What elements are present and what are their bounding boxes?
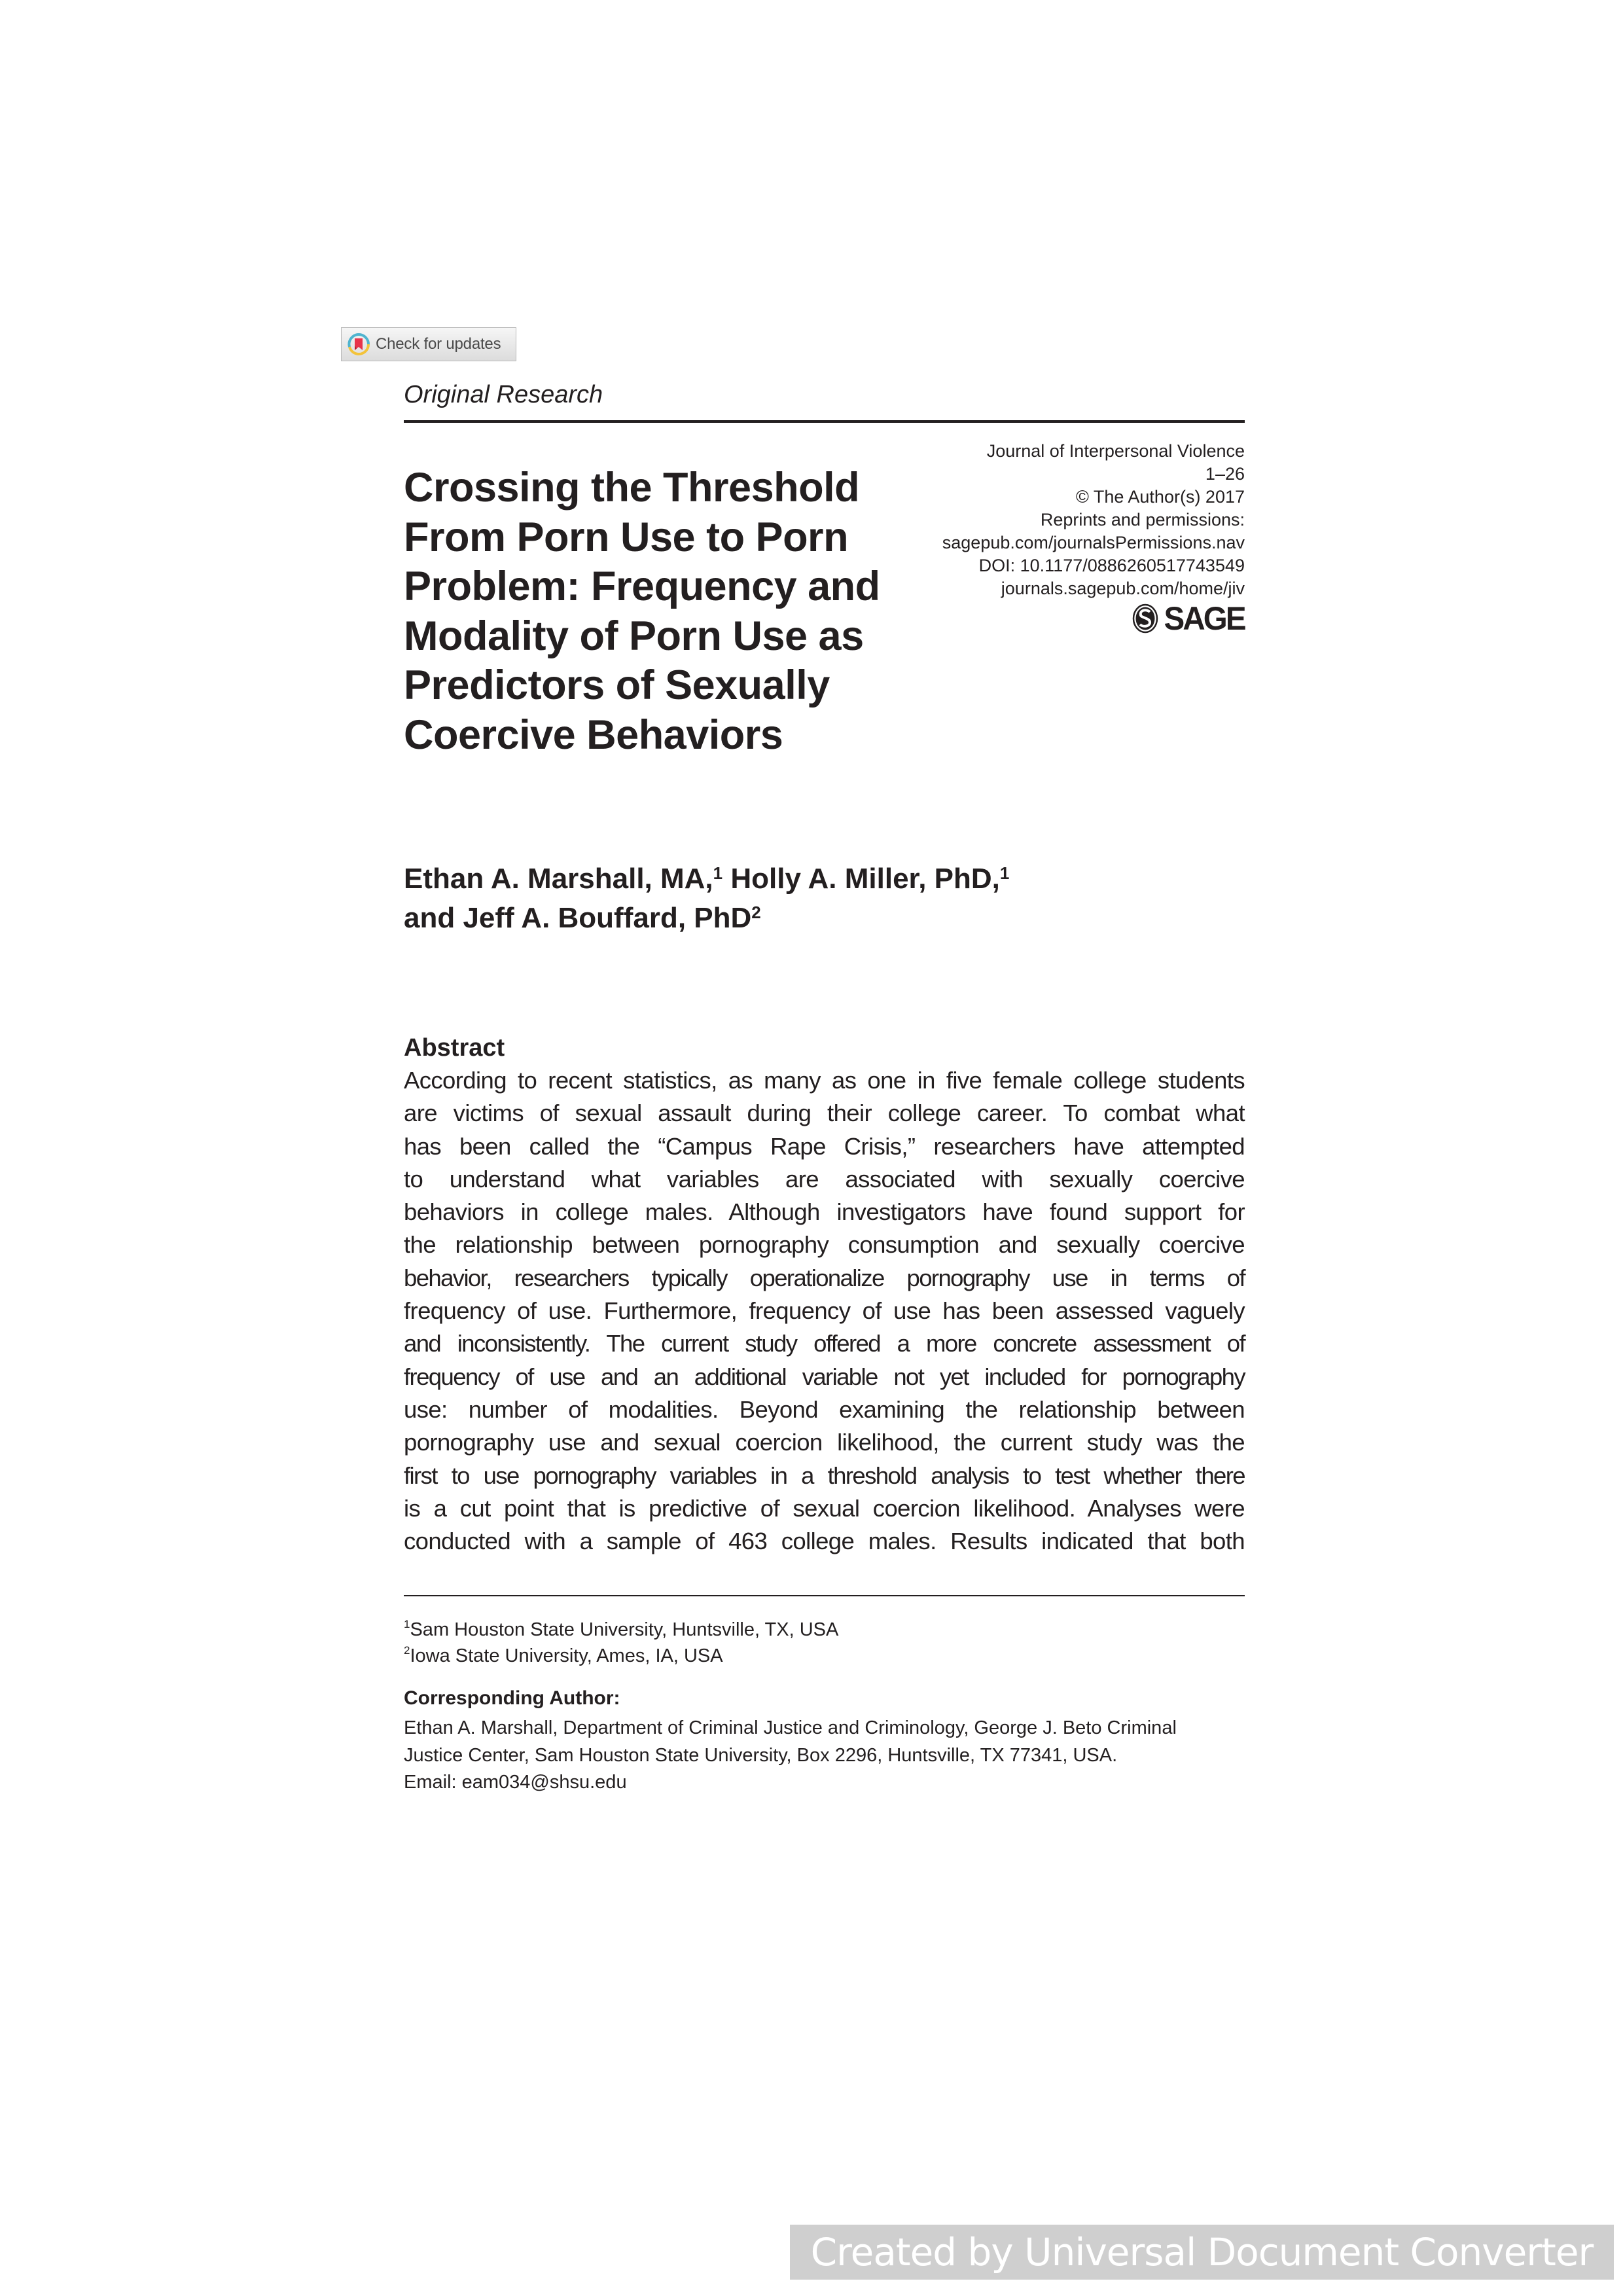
corresponding-author-line: Justice Center, Sam Houston State University, Box 2296, Huntsville, TX 77341, USA. [404,1744,1118,1766]
abstract-line: behaviors in college males. Although investigators have found support for [404,1198,1245,1226]
abstract-heading: Abstract [404,1034,505,1062]
title-line: From Porn Use to Porn [404,514,849,560]
title-line: Coercive Behaviors [404,711,783,758]
author-list [404,859,1009,938]
abstract-line: behavior, researchers typically operationalize pornography use in terms of [404,1264,1245,1291]
author-name: Ethan A. Marshall, MA, [404,863,713,895]
affiliation-item [404,1617,838,1643]
sage-s-circle-icon [1132,603,1158,634]
abstract-line: frequency of use. Furthermore, frequency of use has been assessed vaguely [404,1297,1245,1325]
abstract-line: use: number of modalities. Beyond examining the relationship between [404,1395,1245,1423]
title-line: Crossing the Threshold [404,465,860,511]
affiliation-marker: 1 [999,863,1010,883]
corresponding-author-heading: Corresponding Author: [404,1687,620,1709]
journal-link[interactable]: journals.sagepub.com/home/jiv [1001,579,1245,598]
abstract-line: the relationship between pornography consumption and sexually coercive [404,1231,1245,1259]
affiliation-marker: 2 [404,1644,410,1657]
sage-wordmark: SAGE [1164,600,1245,637]
reprints-link[interactable]: sagepub.com/journalsPermissions.nav [942,533,1245,552]
abstract-line: to understand what variables are associated with sexually coercive [404,1165,1245,1193]
affiliation-marker: 2 [751,903,761,922]
journal-name: Journal of Interpersonal Violence [986,441,1245,461]
crossmark-bookmark-icon [347,332,370,356]
affiliations [404,1617,838,1669]
sage-logo [1132,600,1245,637]
abstract-line: first to use pornography variables in a threshold analysis to test whether there [404,1462,1245,1489]
footnote-divider [404,1595,1245,1596]
author-name: and Jeff A. Bouffard, PhD [404,902,752,934]
affiliation-text: Sam Houston State University, Huntsville, TX, USA [410,1619,839,1640]
header-divider [404,420,1245,423]
check-for-updates-button[interactable] [341,327,516,361]
page-range: 1–26 [1205,464,1245,484]
article-title [404,463,927,760]
abstract-line: has been called the “Campus Rape Crisis,” researchers have attempted [404,1132,1245,1160]
abstract-line: are victims of sexual assault during their college career. To combat what [404,1100,1245,1127]
abstract-body [404,1064,1245,1558]
affiliation-marker: 1 [713,863,723,883]
corresponding-author-line: Ethan A. Marshall, Department of Criminal Justice and Criminology, George J. Beto Criminal [404,1717,1177,1738]
corresponding-author-email[interactable]: Email: eam034@shsu.edu [404,1772,627,1793]
title-line: Problem: Frequency and [404,564,880,609]
doi[interactable]: DOI: 10.1177/0886260517743549 [978,556,1245,575]
section-label: Original Research [404,381,603,408]
corresponding-author-details [404,1715,1177,1797]
check-for-updates-label: Check for updates [376,335,501,353]
abstract-line: and inconsistently. The current study offered a more concrete assessment of [404,1330,1245,1357]
reprints-label: Reprints and permissions: [1040,510,1245,529]
abstract-line: is a cut point that is predictive of sexual coercion likelihood. Analyses were [404,1494,1245,1522]
affiliation-marker: 1 [404,1618,410,1630]
affiliation-item [404,1643,838,1669]
copyright: © The Author(s) 2017 [1075,487,1245,507]
affiliation-text: Iowa State University, Ames, IA, USA [410,1645,723,1666]
abstract-line: frequency of use and an additional variable not yet included for pornography [404,1363,1245,1390]
abstract-line: conducted with a sample of 463 college males. Results indicated that both [404,1528,1245,1555]
abstract-line: According to recent statistics, as many as one in five female college students [404,1067,1245,1094]
converter-watermark: Created by Universal Document Converter [790,2225,1614,2280]
title-line: Predictors of Sexually [404,662,830,708]
title-line: Modality of Porn Use as [404,613,864,659]
journal-meta [878,440,1245,600]
author-name: Holly A. Miller, PhD, [722,863,1000,895]
abstract-line: pornography use and sexual coercion likelihood, the current study was the [404,1429,1245,1456]
